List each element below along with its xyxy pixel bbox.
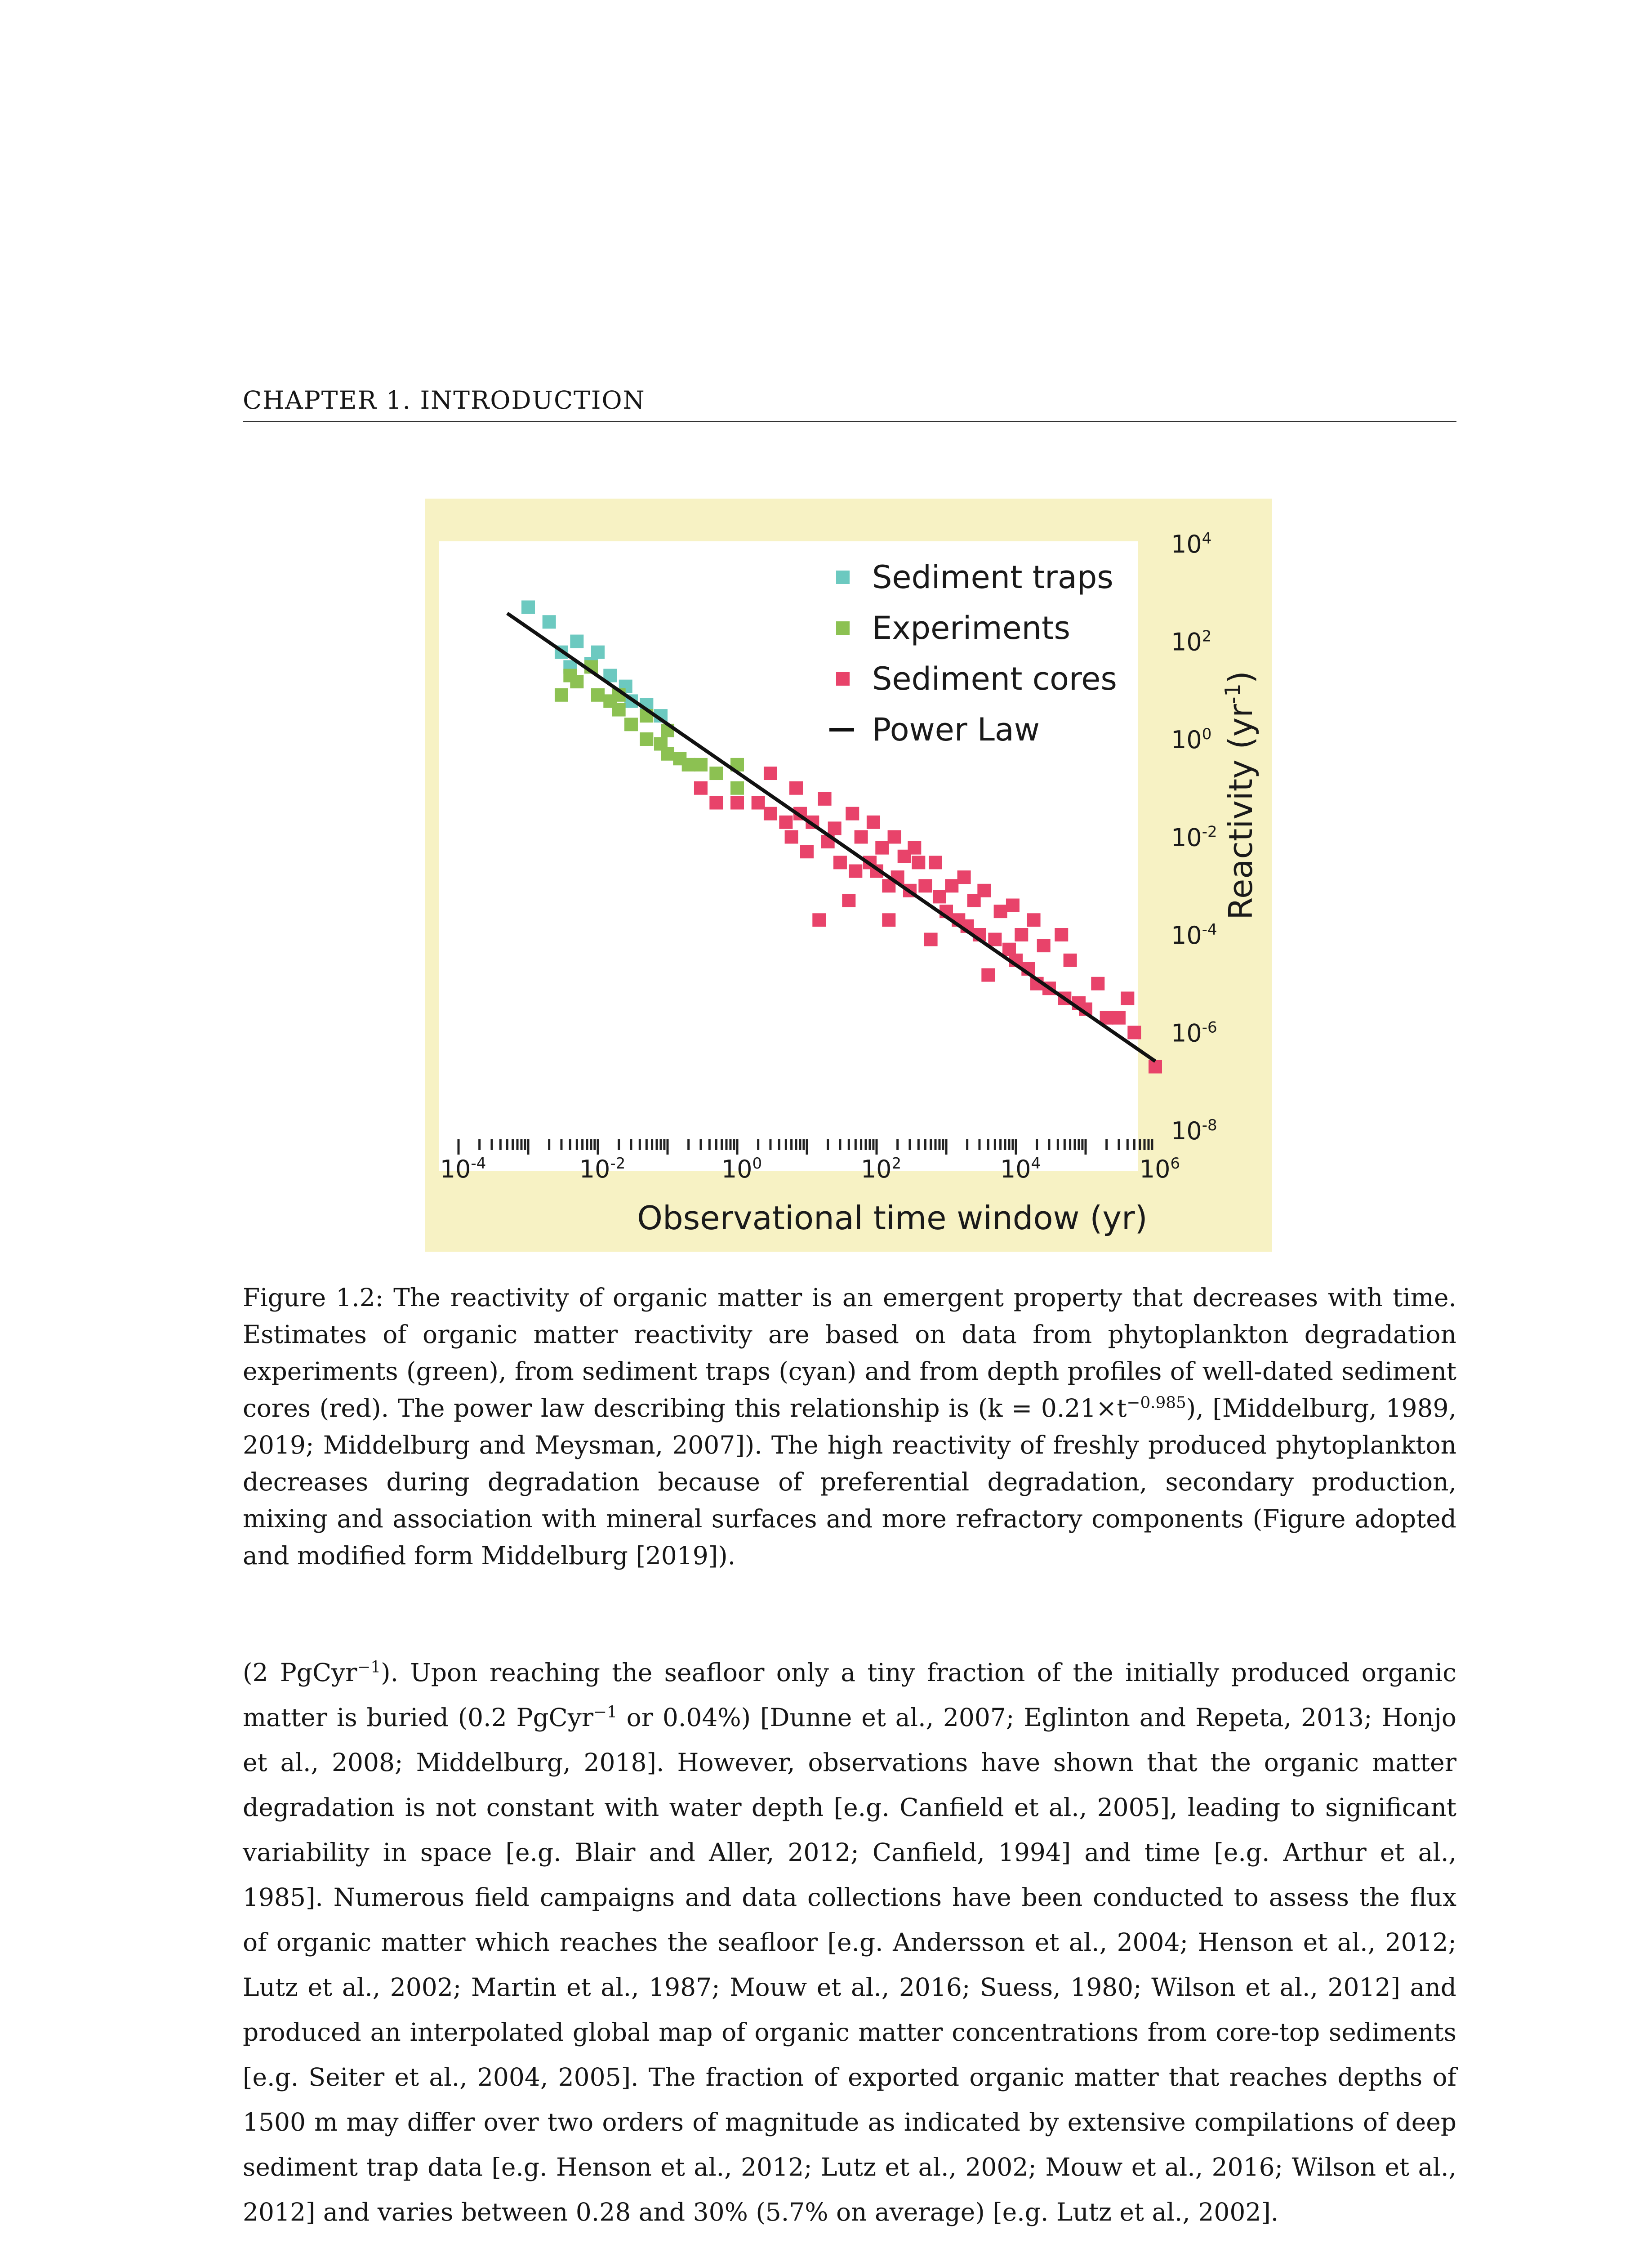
figure-caption: Figure 1.2: The reactivity of organic matter is an emergent property that decreases with time. Estimates of organic matter reactivity are based on data from phytoplankton degradation experiments (green), from sediment traps (cyan) and from depth profiles of well-dated sediment cores (red). The power law describing this relationship is $(k = 0.21\times t^{-0.985})$, [Middelburg, 1989, 2019; Middelburg and Meysman, 2007]). The high reactivity of freshly produced phytoplankton decreases during degradation because of preferential degradation, secondary production, mixing and association with mineral surfaces and more refractory components (Figure adopted and modified form Middelburg [2019]). xyxy=(243,1283,1456,1570)
x-axis-label: Observational time window (yr) xyxy=(637,1199,1148,1237)
data-point xyxy=(875,841,889,855)
data-point xyxy=(924,933,938,946)
data-point xyxy=(591,688,605,702)
data-point xyxy=(812,913,826,927)
legend-swatch xyxy=(836,571,850,584)
data-point xyxy=(828,821,842,835)
data-point xyxy=(543,615,556,629)
data-point xyxy=(842,894,855,907)
data-point xyxy=(957,870,971,884)
data-point xyxy=(640,732,653,746)
legend-label: Power Law xyxy=(872,711,1040,748)
tick-label: $10^4$ xyxy=(1000,1155,1041,1183)
data-point xyxy=(1127,1026,1141,1039)
tick-label: $10^{-4}$ xyxy=(1171,921,1217,950)
data-point xyxy=(570,675,583,688)
data-point xyxy=(1121,991,1134,1005)
data-point xyxy=(709,767,723,780)
data-point xyxy=(694,758,708,772)
tick-label: $10^4$ xyxy=(1171,530,1212,558)
data-point xyxy=(1037,939,1051,952)
legend-label: Sediment traps xyxy=(872,559,1113,596)
data-point xyxy=(785,830,798,844)
data-point xyxy=(661,747,674,761)
y-tick-labels xyxy=(1171,530,1217,1145)
tick-label: $10^{-6}$ xyxy=(1171,1018,1217,1048)
reactivity-chart xyxy=(425,499,1272,1252)
data-point xyxy=(612,703,626,717)
legend-label: Experiments xyxy=(872,610,1070,647)
data-point xyxy=(1027,913,1041,927)
data-point xyxy=(1112,1011,1126,1025)
data-point xyxy=(1064,954,1077,967)
data-point xyxy=(908,841,921,855)
tick-label: $10^2$ xyxy=(1171,627,1212,656)
data-point xyxy=(555,688,568,702)
data-point xyxy=(800,845,814,858)
data-point xyxy=(929,856,942,869)
tick-label: $10^6$ xyxy=(1139,1155,1180,1183)
legend-label: Sediment cores xyxy=(872,660,1117,697)
data-point xyxy=(994,905,1007,918)
data-point xyxy=(591,646,605,659)
data-point xyxy=(912,856,925,869)
data-point xyxy=(933,890,946,903)
data-point xyxy=(730,796,744,809)
data-point xyxy=(945,879,958,892)
data-point xyxy=(1055,928,1068,941)
data-point xyxy=(882,913,895,927)
data-point xyxy=(833,856,847,869)
tick-label: $10^0$ xyxy=(1171,725,1212,754)
data-point xyxy=(570,635,583,648)
data-point xyxy=(1015,928,1028,941)
data-point xyxy=(818,792,832,806)
tick-label: $10^{-2}$ xyxy=(1171,823,1217,852)
data-point xyxy=(1149,1060,1162,1074)
running-header: CHAPTER 1. INTRODUCTION xyxy=(243,386,1456,422)
tick-label: $10^0$ xyxy=(721,1155,762,1183)
data-point xyxy=(867,816,880,829)
legend-swatch xyxy=(836,621,850,635)
figure-1-2 xyxy=(425,499,1272,1252)
data-point xyxy=(521,600,535,614)
data-point xyxy=(1006,899,1020,912)
data-point xyxy=(981,968,995,982)
data-point xyxy=(977,884,991,897)
data-point xyxy=(730,781,744,795)
data-point xyxy=(779,816,793,829)
y-axis-label: Reactivity $(yr^{-1})$ xyxy=(1220,671,1260,920)
data-point xyxy=(849,865,862,878)
data-point xyxy=(789,781,803,795)
data-point xyxy=(709,796,723,809)
data-point xyxy=(888,830,901,844)
data-point xyxy=(988,933,1002,946)
data-point xyxy=(752,796,765,809)
data-point xyxy=(682,758,695,772)
data-point xyxy=(624,718,638,731)
data-point xyxy=(918,879,932,892)
data-point xyxy=(694,781,708,795)
data-point xyxy=(855,830,868,844)
tick-label: $10^{-8}$ xyxy=(1171,1116,1217,1145)
data-point xyxy=(764,767,777,780)
data-point xyxy=(1091,977,1104,990)
legend-swatch xyxy=(836,672,850,686)
data-point xyxy=(846,807,859,821)
body-paragraph: (2 PgCyr$^{-1}$). Upon reaching the seafloor only a tiny fraction of the initially produced organic matter is buried (0.2 PgCyr$^{-1}$ or 0.04%) [Dunne et al., 2007; Eglinton and Repeta, 2013; Honjo et al., 2008; Middelburg, 2018]. However, observations have shown that the organic matter degradation is not constant with water depth [e.g. Canfield et al., 2005], leading to significant variability in space [e.g. Blair and Aller, 2012; Canfield, 1994] and time [e.g. Arthur et al., 1985]. Numerous field campaigns and data collections have been conducted to assess the flux of organic matter which reaches the seafloor [e.g. Andersson et al., 2004; Henson et al., 2012; Lutz et al., 2002; Martin et al., 1987; Mouw et al., 2016; Suess, 1980; Wilson et al., 2012] and produced an interpolated global map of organic matter concentrations from core-top sediments [e.g. Seiter et al., 2004, 2005]. The fraction of exported organic matter that reaches depths of 1500 m may differ over two orders of magnitude as indicated by extensive compilations of deep sediment trap data [e.g. Henson et al., 2012; Lutz et al., 2002; Mouw et al., 2016; Wilson et al., 2012] and varies between 0.28 and 30% (5.7% on average) [e.g. Lutz et al., 2002]. xyxy=(243,1658,1456,2226)
tick-label: $10^{-2}$ xyxy=(579,1155,626,1183)
data-point xyxy=(764,807,777,821)
tick-label: $10^{-4}$ xyxy=(440,1155,486,1183)
tick-label: $10^2$ xyxy=(860,1155,902,1183)
